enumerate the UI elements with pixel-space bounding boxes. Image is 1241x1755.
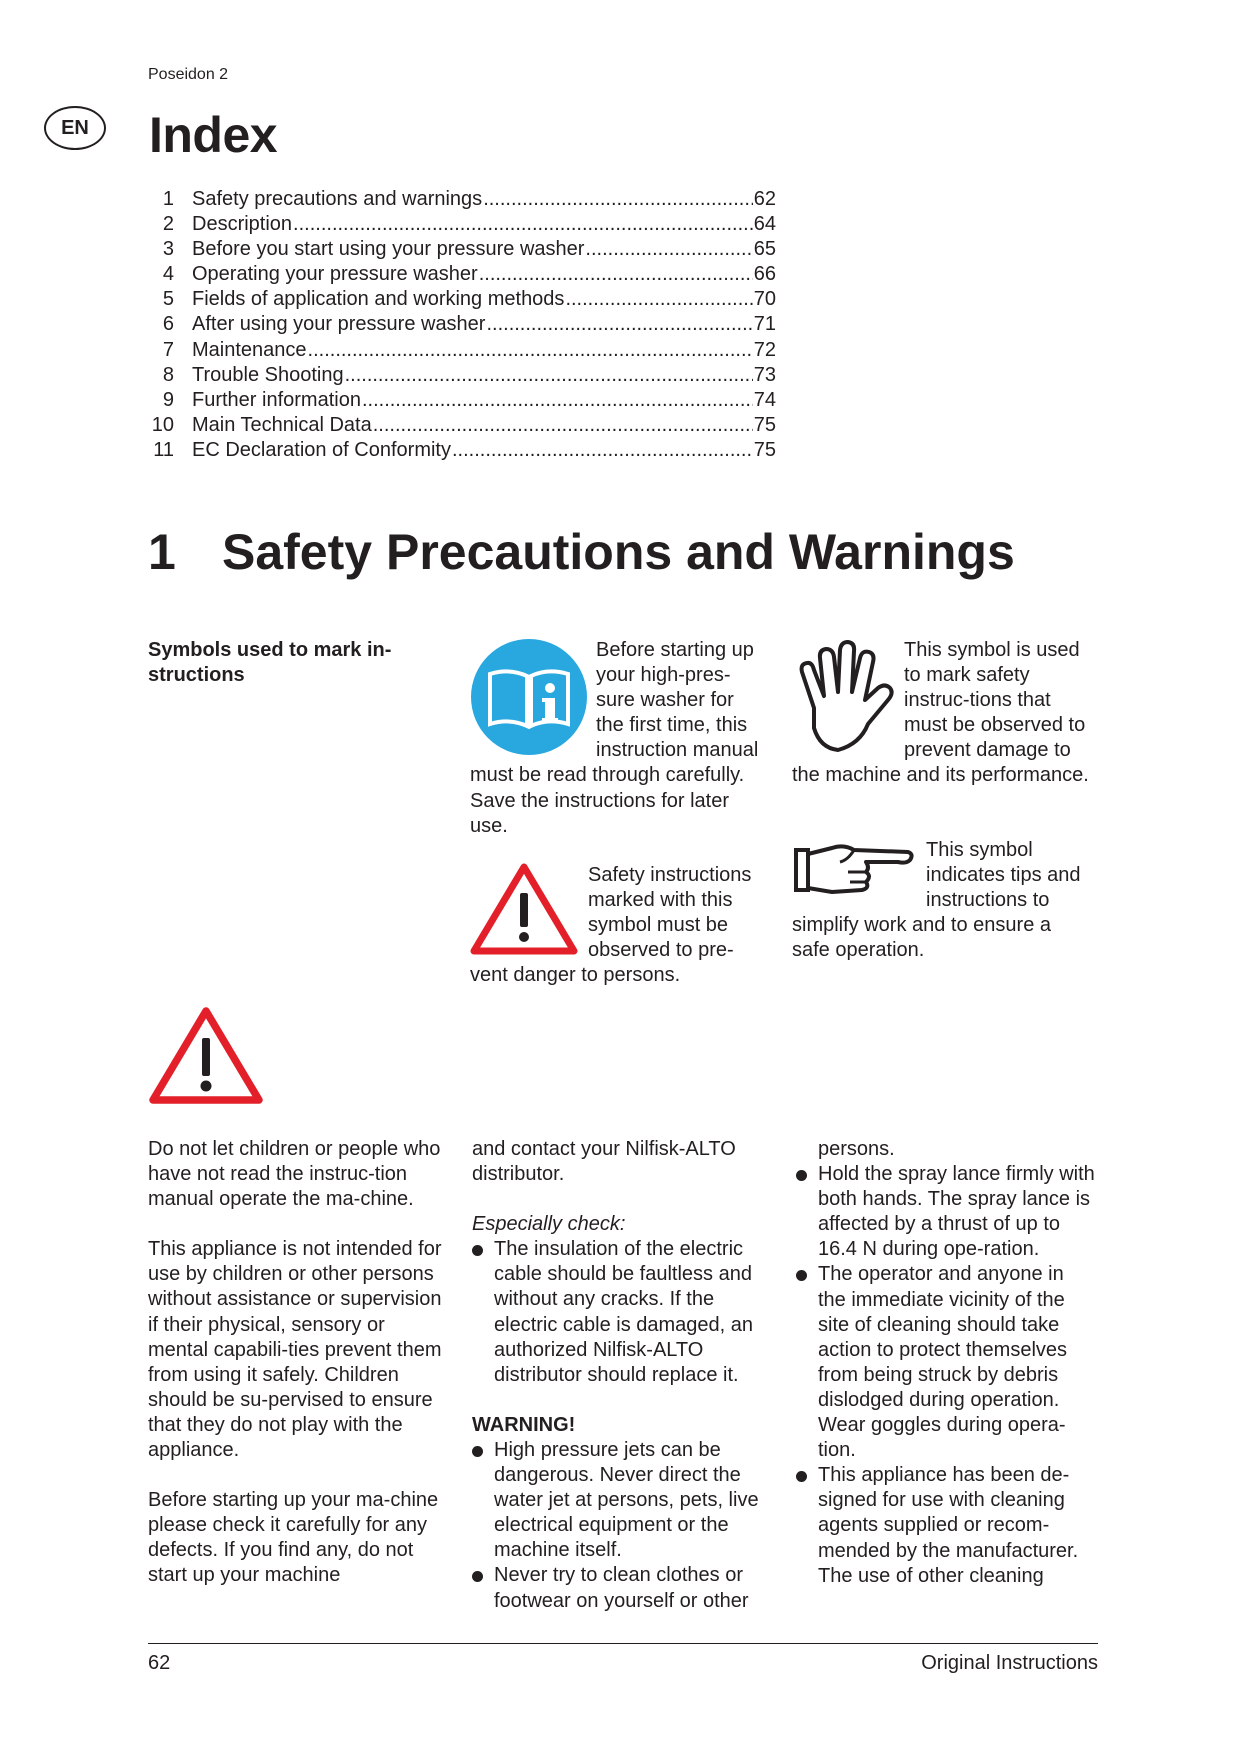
toc-item-page: 65 [753, 238, 776, 261]
info-symbol-text: Before starting up your high-pres-sure washer for the first time, this instruction manual must be read through carefully. Save the instructions for later use. [470, 639, 759, 837]
toc-item-number: 8 [162, 363, 174, 386]
body-column-1 [148, 1137, 448, 1589]
list-item-text: Hold the spray lance firmly with both hands. The spray lance is affected by a thrust of up to 16.4 N during ope-ration. [818, 1163, 1095, 1261]
toc-item-page: 74 [753, 388, 776, 411]
paragraph: This appliance is not intended for use by children or other persons without assistance or supervision if their physical, sensory or mental capabili-ties prevent them from using it safely. Children should be su-pervised to ensure that they do not play with the appliance. [148, 1238, 442, 1462]
toc-item-title: Fields of application and working methods [192, 288, 565, 311]
footer-note: Original Instructions [921, 1652, 1098, 1674]
toc-leader [479, 263, 753, 286]
toc-item[interactable] [148, 389, 776, 414]
list-item-text: The operator and anyone in the immediate vicinity of the site of cleaning should take action to protect themselves from being struck by debris dislodged during operation. Wear goggles during opera-tion. [818, 1263, 1068, 1462]
paragraph: persons. [818, 1138, 895, 1160]
list-item [472, 1563, 772, 1613]
toc-item-title: Further information [192, 388, 361, 411]
bullet-icon [796, 1170, 807, 1181]
toc-item-page: 75 [753, 438, 776, 461]
toc-item[interactable] [148, 313, 776, 338]
list-item-text: Never try to clean clothes or footwear on yourself or other [494, 1564, 749, 1612]
toc-item[interactable] [148, 263, 776, 288]
footer-divider [148, 1643, 1098, 1644]
toc-item[interactable] [148, 439, 776, 464]
toc-item[interactable] [148, 414, 776, 439]
toc-item-number: 10 [151, 413, 174, 436]
toc-item-title: Description [192, 213, 293, 236]
warning-heading: WARNING! [472, 1413, 576, 1436]
language-badge: EN [44, 106, 106, 150]
toc-item-page: 72 [753, 338, 776, 361]
info-symbol-block [470, 638, 766, 839]
toc-leader [373, 414, 753, 437]
toc-item-title: EC Declaration of Conformity [192, 438, 451, 461]
toc-leader [585, 238, 752, 261]
toc-item-number: 4 [162, 263, 174, 286]
bullet-icon [472, 1446, 483, 1457]
read-manual-icon [470, 638, 588, 763]
symbols-label: Symbols used to mark in- structions [148, 639, 392, 687]
hand-symbol-text: This symbol is used to mark safety instruc-tions that must be observed to prevent damage to the machine and its performance. [792, 639, 1089, 787]
list-item [472, 1438, 772, 1563]
toc-leader [293, 213, 753, 236]
pointing-hand-icon [792, 838, 916, 909]
toc-item-title: Safety precautions and warnings [192, 188, 483, 210]
toc-item-number: 1 [162, 188, 174, 210]
toc-leader [486, 313, 752, 336]
toc-leader [565, 288, 752, 311]
paragraph: Do not let children or people who have not read the instruc-tion manual operate the ma-chine. [148, 1138, 441, 1211]
table-of-contents [148, 188, 776, 464]
list-item [472, 1237, 772, 1388]
toc-item-number: 2 [162, 213, 174, 236]
pointing-symbol-block [792, 838, 1092, 963]
toc-item-page: 64 [753, 213, 776, 236]
body-column-3 [796, 1137, 1096, 1589]
toc-item[interactable] [148, 213, 776, 238]
toc-item-title: Operating your pressure washer [192, 263, 478, 286]
toc-item-title: Maintenance [192, 338, 307, 361]
stop-hand-icon [792, 638, 896, 763]
toc-leader [308, 339, 753, 362]
list-item-text: The insulation of the electric cable should be faultless and without any cracks. If the electric cable is damaged, an authorized Nilfisk-ALTO distributor should replace it. [494, 1238, 754, 1386]
toc-item-number: 5 [162, 288, 174, 311]
toc-item-page: 73 [753, 363, 776, 386]
toc-item[interactable] [148, 364, 776, 389]
toc-item-number: 7 [162, 338, 174, 361]
section-number: 1 [148, 524, 176, 580]
toc-item-title: Before you start using your pressure washer [192, 238, 585, 261]
toc-item-page: 62 [753, 188, 776, 210]
toc-item-page: 71 [753, 313, 776, 336]
list-item-text: This appliance has been de-signed for use with cleaning agents supplied or recom-mended by the manufacturer. The use of other cleaning [818, 1464, 1079, 1587]
bullet-icon [796, 1270, 807, 1281]
paragraph: and contact your Nilfisk-ALTO distributor. [472, 1138, 736, 1186]
toc-item[interactable] [148, 339, 776, 364]
toc-item-title: Main Technical Data [192, 413, 372, 436]
section-title: Safety Precautions and Warnings [222, 524, 1015, 580]
warning-list [472, 1438, 772, 1614]
safety-list [796, 1162, 1096, 1589]
toc-item-title: After using your pressure washer [192, 313, 486, 336]
page-number: 62 [148, 1652, 171, 1674]
list-item [796, 1162, 1096, 1262]
toc-item-page: 66 [753, 263, 776, 286]
toc-leader [345, 364, 753, 387]
toc-item-number: 11 [153, 438, 174, 461]
toc-item-page: 70 [753, 288, 776, 311]
toc-item[interactable] [148, 288, 776, 313]
body-column-2 [472, 1137, 772, 1614]
toc-item-title: Trouble Shooting [192, 363, 344, 386]
toc-leader [483, 188, 753, 211]
warning-symbol-text: Safety instructions marked with this symbol must be observed to pre-vent danger to persons. [470, 864, 752, 987]
section-heading [148, 524, 1015, 580]
warning-symbol-block [470, 863, 766, 988]
hand-symbol-block [792, 638, 1092, 789]
index-heading: Index [149, 107, 278, 163]
toc-item[interactable] [148, 238, 776, 263]
bullet-icon [472, 1571, 483, 1582]
toc-item-number: 3 [162, 238, 174, 261]
bullet-icon [472, 1245, 483, 1256]
check-list [472, 1237, 772, 1388]
check-heading: Especially check: [472, 1213, 626, 1236]
document-header-product: Poseidon 2 [148, 66, 229, 83]
list-item [796, 1463, 1096, 1588]
toc-item-number: 6 [162, 313, 174, 336]
toc-item-number: 9 [162, 388, 174, 411]
paragraph: Before starting up your ma-chine please check it carefully for any defects. If you find any, do not start up your machine [148, 1489, 439, 1587]
toc-leader [362, 389, 753, 412]
list-item-text: High pressure jets can be dangerous. Never direct the water jet at persons, pets, live electrical equipment or the machine itself. [494, 1438, 759, 1562]
toc-item[interactable] [148, 188, 776, 213]
pointing-symbol-text: This symbol indicates tips and instructions to simplify work and to ensure a safe operation. [792, 839, 1081, 962]
bullet-icon [796, 1471, 807, 1482]
toc-leader [452, 439, 753, 462]
warning-triangle-large-icon [148, 1006, 264, 1111]
toc-item-page: 75 [753, 413, 776, 436]
warning-triangle-icon [470, 863, 578, 962]
list-item [796, 1262, 1096, 1463]
